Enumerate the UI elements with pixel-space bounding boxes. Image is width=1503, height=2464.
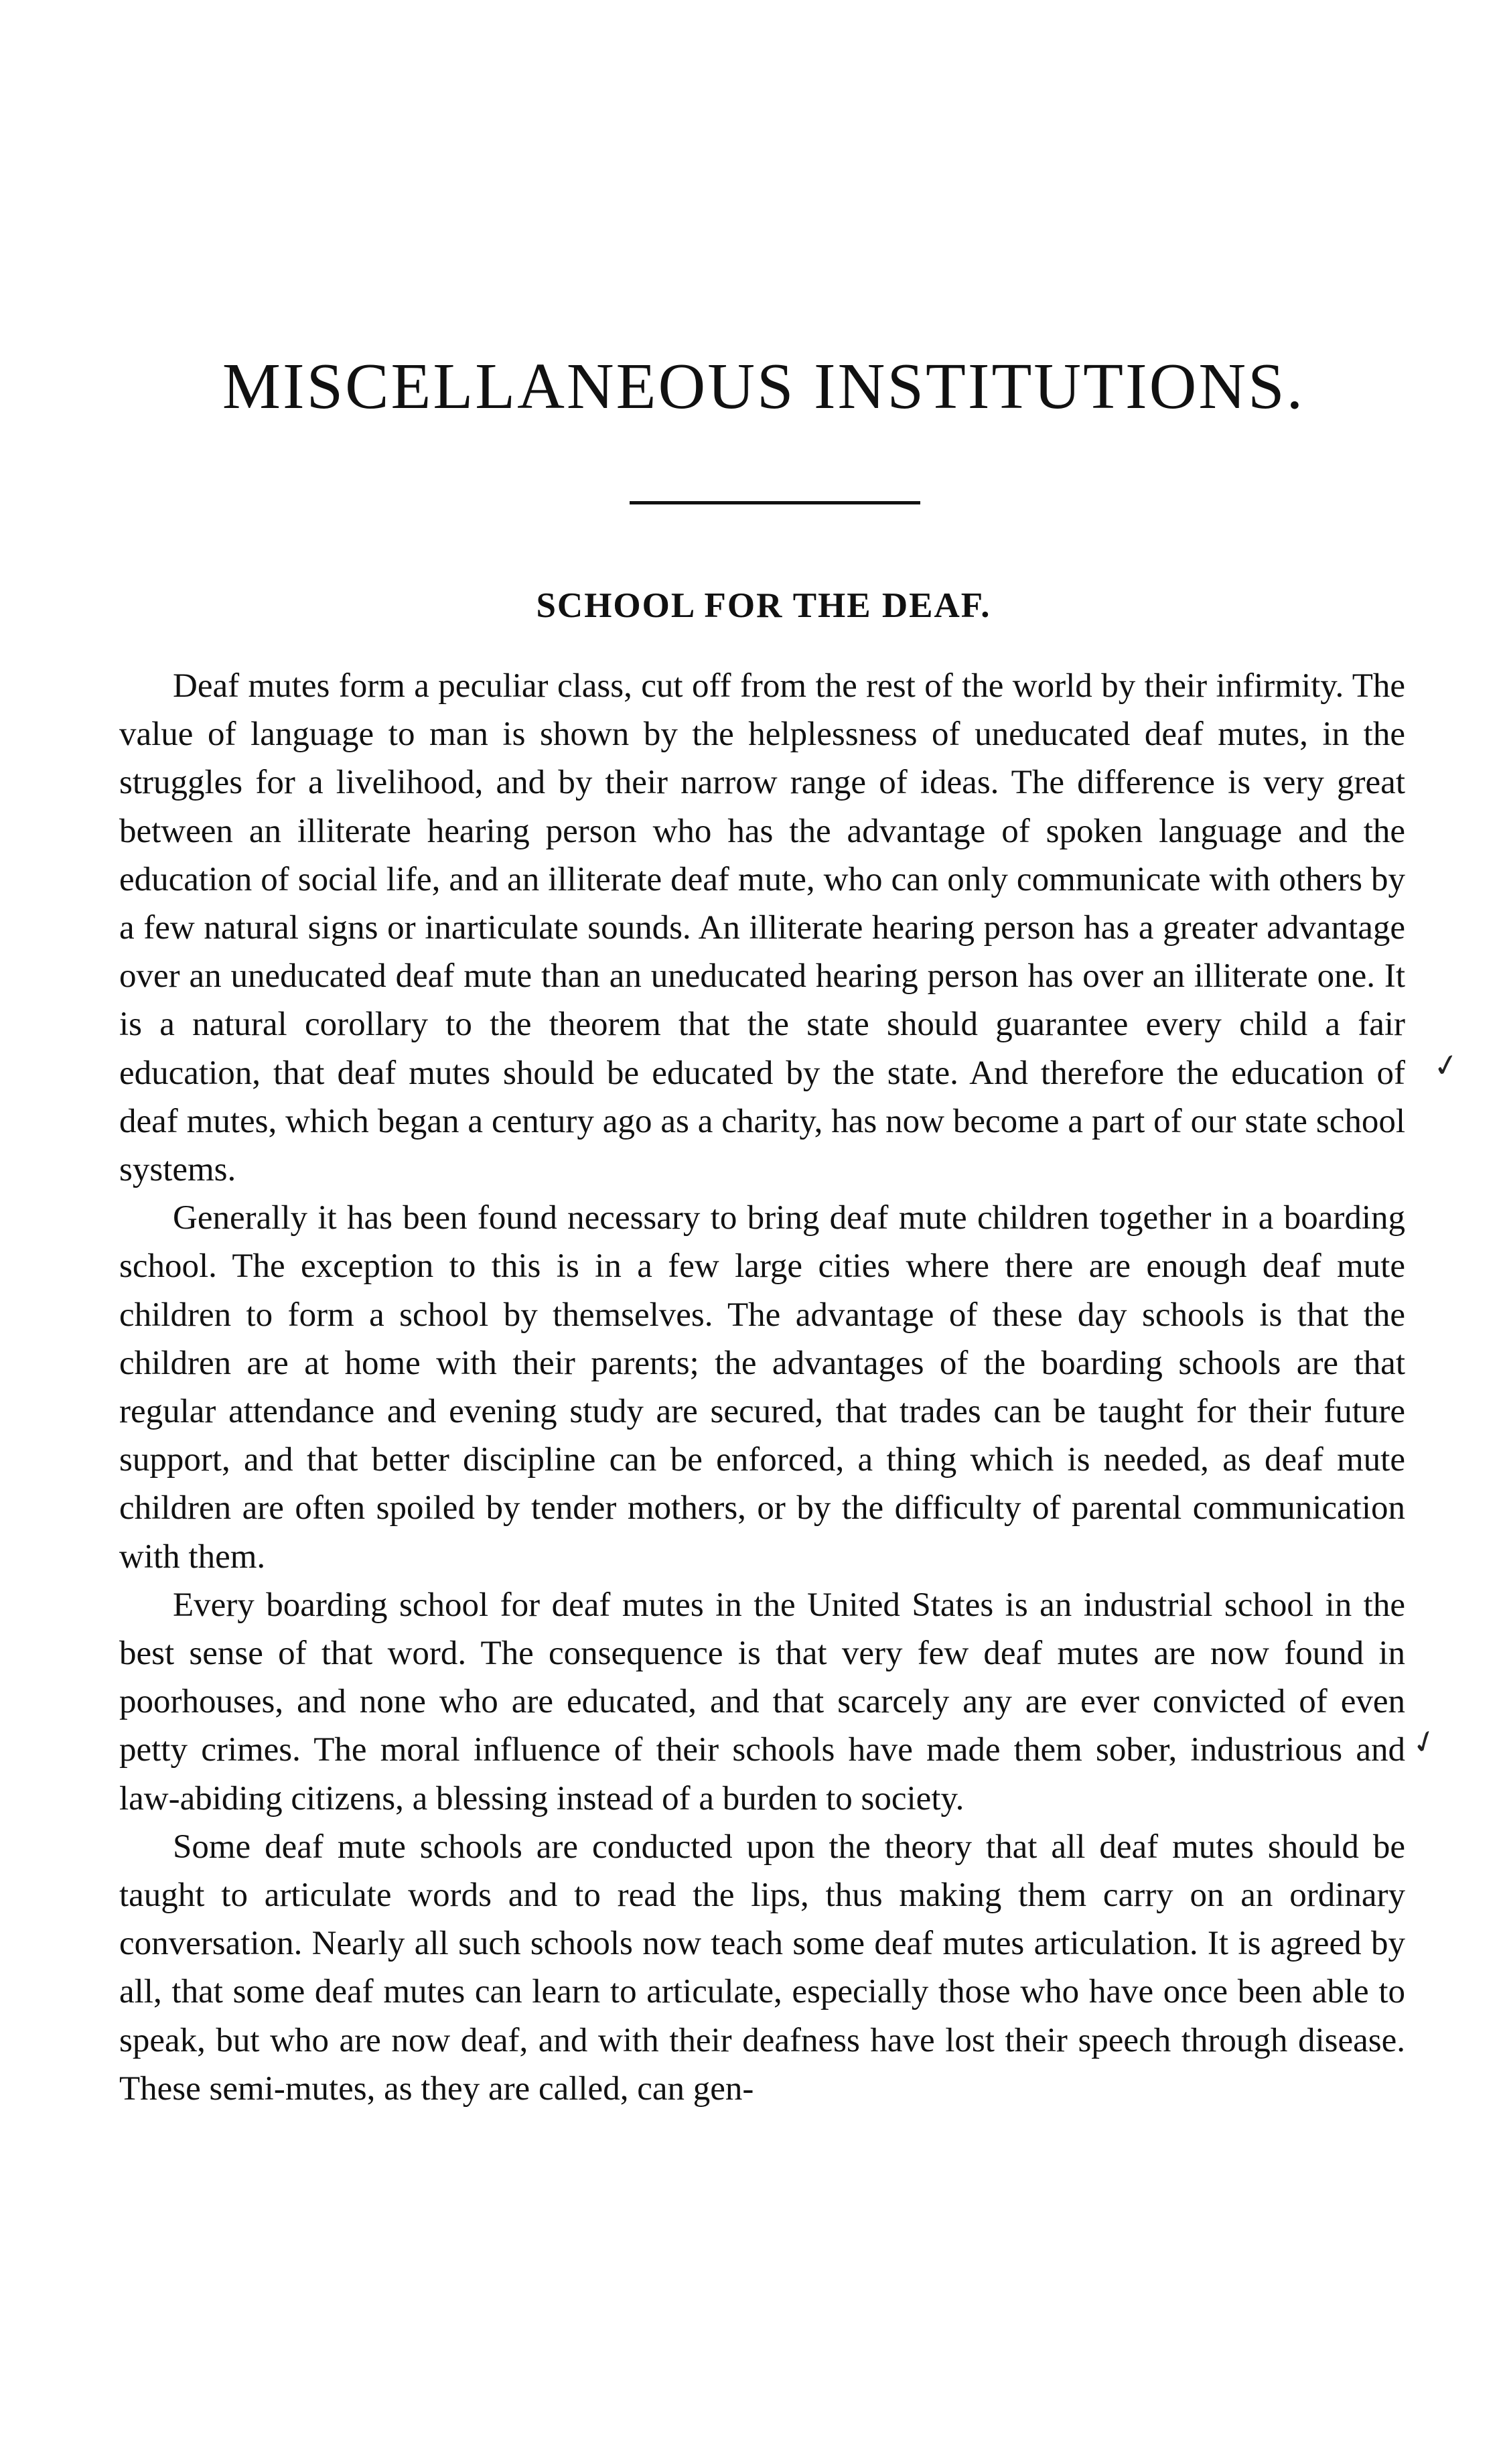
page-title: MISCELLANEOUS INSTITUTIONS. bbox=[222, 350, 1305, 423]
paragraph: Deaf mutes form a peculiar class, cut off from the rest of the world by their infirmity. The value of language to man is shown by the helplessness of uneducated deaf mutes, in the struggles for a livelihood, and by their narrow range of ideas. The difference is very great between an illiterate hearing person who has the advantage of spoken language and the education of social life, and an illiterate deaf mute, who can only communicate with others by a few natural signs or inarticulate sounds. An illiterate hearing person has a greater advantage over an uneducated deaf mute than an uneducated hearing person has over an illiterate one. It is a natural corollary to the theorem that the state should guarantee every child a fair education, that deaf mutes should be educated by the state. And therefore the education of deaf mutes, which began a century ago as a charity, has now become a part of our state school systems. bbox=[119, 667, 1405, 1189]
margin-check-mark: ✓ bbox=[1430, 1046, 1462, 1085]
margin-check-mark: ✓ bbox=[1407, 1721, 1443, 1763]
paragraph: Generally it has been found necessary to bring deaf mute children together in a boarding school. The exception to this is in a few large cities where there are enough deaf mute children to form a school by themselves. The advantage of these day schools is that the children are at home with their parents; the advantages of the boarding schools are that regular attendance and evening study are secured, that trades can be taught for their future support, and that better discipline can be enforced, a thing which is needed, as deaf mute children are often spoiled by tender mothers, or by the difficulty of parental communication with them. bbox=[119, 1199, 1405, 1576]
title-divider bbox=[630, 501, 920, 504]
body-text bbox=[119, 662, 1405, 2113]
paragraph: Some deaf mute schools are conducted upon the theory that all deaf mutes should be taught to articulate words and to read the lips, thus making them carry on an ordinary conversation. Nearly all such schools now teach some deaf mutes articulation. It is agreed by all, that some deaf mutes can learn to articulate, especially those who have once been able to speak, but who are now deaf, and with their deafness have lost their speech through disease. These semi-mutes, as they are called, can gen- bbox=[119, 1828, 1405, 2108]
section-heading: SCHOOL FOR THE DEAF. bbox=[536, 586, 991, 625]
paragraph: Every boarding school for deaf mutes in the United States is an industrial school in the best sense of that word. The consequence is that very few deaf mutes are now found in poorhouses, and none who are educated, and that scarcely any are ever convicted of even petty crimes. The moral influence of their schools have made them sober, industrious and law-abiding citizens, a blessing instead of a burden to society. bbox=[119, 1586, 1405, 1818]
